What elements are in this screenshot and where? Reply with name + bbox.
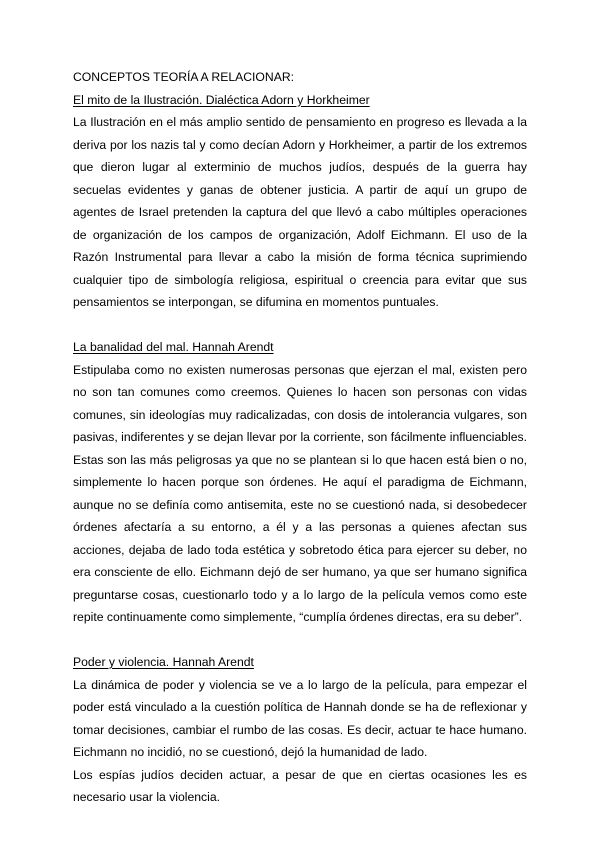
section-heading-mito-ilustracion: El mito de la Ilustración. Dialéctica Adorn y Horkheimer (73, 92, 370, 107)
section-paragraph: La dinámica de poder y violencia se ve a lo largo de la película, para empezar el poder está vinculado a la cuestión política de Hannah donde se ha de reflexionar y tomar decisiones, cambiar el rumbo de las cosas. Es decir, actuar te hace humano. Eichmann no incidió, no se cuestionó, dejó la humanidad de lado. (73, 677, 527, 759)
section-spacer (73, 314, 527, 337)
section-paragraph: Estipulaba como no existen numerosas personas que ejerzan el mal, existen pero no son tan comunes como creemos. Quienes lo hacen son personas con vidas comunes, sin ideologías muy radicalizadas, con dosis de intolerancia vulgares, son pasivas, indiferentes y se dejan llevar por la corriente, son fácilmente influenciables. Estas son las más peligrosas ya que no se plantean si lo que hacen está bien o no, simplemente lo hacen porque son órdenes. He aquí el paradigma de Eichmann, aunque no se definía como antisemita, este no se cuestionó nada, si desobedecer órdenes afectaría a su entorno, a él y a las personas a quienes afectan sus acciones, dejaba de lado toda estética y sobretodo ética para ejercer su deber, no era consciente de ello. Eichmann dejó de ser humano, ya que ser humano significa preguntarse cosas, cuestionarlo todo y a lo largo de la película vemos como este repite continuamente como simplemente, “cumplía órdenes directas, era su deber”. (73, 362, 527, 624)
section-spacer (73, 629, 527, 652)
section-paragraph: La Ilustración en el más amplio sentido de pensamiento en progreso es llevada a la deriva por los nazis tal y como decían Adorn y Horkheimer, a partir de los extremos que dieron lugar al exterminio de muchos judíos, después de la guerra hay secuelas evidentes y ganas de obtener justicia. A partir de aquí un grupo de agentes de Israel pretenden la captura del que llevó a cabo múltiples operaciones de organización de los campos de organización, Adolf Eichmann. El uso de la Razón Instrumental para llevar a cabo la misión de forma técnica suprimiendo cualquier tipo de simbología religiosa, espiritual o creencia para evitar que sus pensamientos se interpongan, se difumina en momentos puntuales. (73, 115, 527, 309)
section-heading-banalidad-mal: La banalidad del mal. Hannah Arendt (73, 340, 274, 354)
document-page (73, 66, 527, 809)
section-heading-poder-violencia: Poder y violencia. Hannah Arendt (73, 655, 254, 669)
section-paragraph: Los espías judíos deciden actuar, a pesar de que en ciertas ocasiones les es necesario usar la violencia. (73, 767, 527, 804)
document-title: CONCEPTOS TEORÍA A RELACIONAR: (73, 70, 295, 84)
